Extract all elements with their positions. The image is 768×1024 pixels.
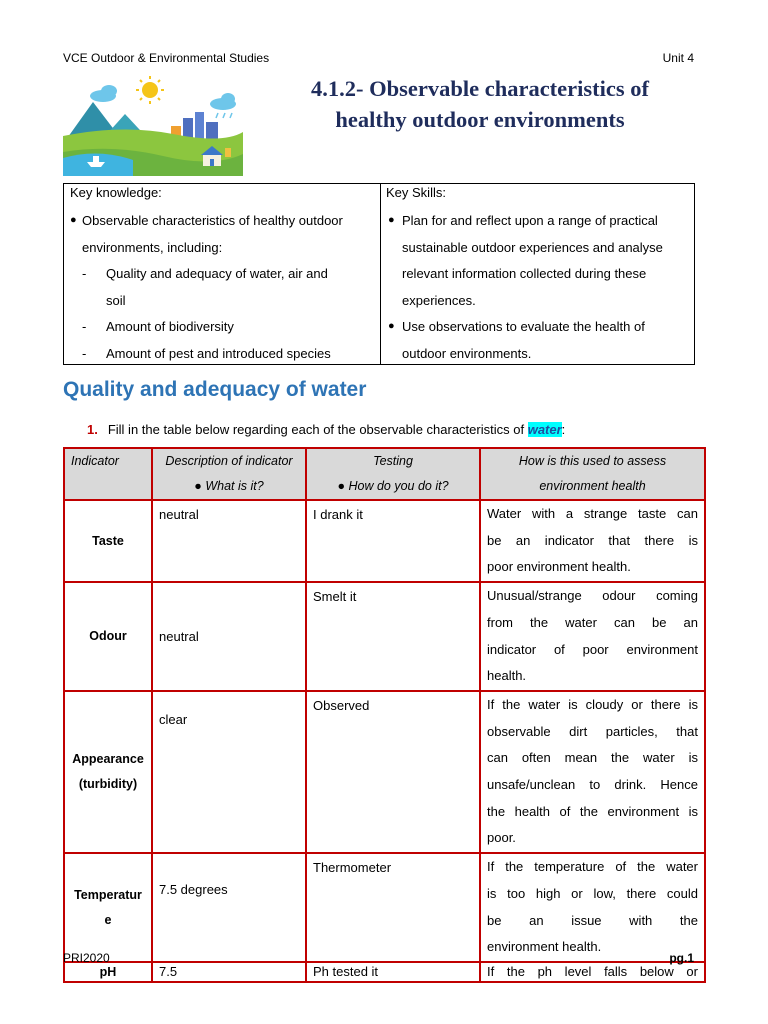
header-course: VCE Outdoor & Environmental Studies xyxy=(63,51,270,65)
key-skills-heading: Key Skills: xyxy=(386,185,446,200)
skills-line: experiences. xyxy=(402,293,476,308)
table-row xyxy=(64,582,705,691)
footer-code: PRI2020 xyxy=(63,951,110,965)
use-cell: If the temperature of the water is too high or low, there could be an issue with the environment health. xyxy=(480,853,705,962)
column-divider xyxy=(380,184,381,364)
table-row xyxy=(64,962,705,982)
skills-line: Use observations to evaluate the health of xyxy=(402,319,645,334)
question-number: 1. xyxy=(87,422,98,437)
rain-cloud-icon xyxy=(210,93,236,118)
use-cell: Water with a strange taste can be an indicator that there is poor environment health. xyxy=(480,500,705,582)
table-row xyxy=(64,500,705,582)
key-knowledge-heading: Key knowledge: xyxy=(70,185,162,200)
knowledge-line: Amount of pest and introduced species xyxy=(106,346,331,361)
dash-marker: - xyxy=(82,319,87,334)
indicator-cell: Odour xyxy=(64,582,152,691)
table-header-row xyxy=(64,448,705,500)
description-cell: neutral xyxy=(152,582,306,691)
knowledge-line: Observable characteristics of healthy outdoor xyxy=(82,213,343,228)
table-row xyxy=(64,853,705,962)
indicator-cell: Appearance (turbidity) xyxy=(64,691,152,853)
question-text: Fill in the table below regarding each of the observable characteristics of xyxy=(107,422,525,437)
water-characteristics-table xyxy=(63,447,706,983)
key-knowledge-skills-table xyxy=(63,183,695,365)
bullet-icon: ● xyxy=(194,479,206,493)
description-cell: 7.5 degrees xyxy=(152,853,306,962)
question-1 xyxy=(87,422,565,437)
indicator-cell: pH xyxy=(64,962,152,982)
indicator-cell: Taste xyxy=(64,500,152,582)
environment-banner-image xyxy=(63,74,243,176)
use-cell: If the ph level falls below or xyxy=(480,962,705,982)
skills-line: sustainable outdoor experiences and analyse xyxy=(402,240,663,255)
skills-line: outdoor environments. xyxy=(402,346,532,361)
knowledge-line: soil xyxy=(106,293,126,308)
bullet-icon: ● xyxy=(388,214,395,226)
knowledge-line: Amount of biodiversity xyxy=(106,319,234,334)
description-cell: clear xyxy=(152,691,306,853)
page-title xyxy=(258,73,702,135)
header-testing: Testing ● How do you do it? xyxy=(306,448,480,500)
table-row xyxy=(64,691,705,853)
skills-line: Plan for and reflect upon a range of practical xyxy=(402,213,658,228)
bullet-icon: ● xyxy=(388,320,395,332)
description-cell: 7.5 xyxy=(152,962,306,982)
testing-cell: I drank it xyxy=(306,500,480,582)
use-cell: Unusual/strange odour coming from the water can be an indicator of poor environment health. xyxy=(480,582,705,691)
indicator-cell: Temperatur e xyxy=(64,853,152,962)
testing-cell: Smelt it xyxy=(306,582,480,691)
testing-cell: Observed xyxy=(306,691,480,853)
dash-marker: - xyxy=(82,266,87,281)
cloud-icon xyxy=(90,85,117,102)
page-number: pg.1 xyxy=(669,951,694,965)
sun-icon xyxy=(142,82,158,98)
use-cell: If the water is cloudy or there is observable dirt particles, that can often mean the water is unsafe/unclean to drink. Hence the health of the environment is poor. xyxy=(480,691,705,853)
header-indicator: Indicator xyxy=(64,448,152,500)
testing-cell: Thermometer xyxy=(306,853,480,962)
knowledge-line: environments, including: xyxy=(82,240,223,255)
page-title-line2: healthy outdoor environments xyxy=(335,107,625,132)
bullet-icon: ● xyxy=(337,479,349,493)
bullet-icon: ● xyxy=(70,214,77,226)
page-title-line1: 4.1.2- Observable characteristics of xyxy=(310,76,650,101)
question-highlight: water xyxy=(527,422,562,437)
dash-marker: - xyxy=(82,346,87,361)
skills-line: relevant information collected during these xyxy=(402,266,647,281)
question-suffix: : xyxy=(561,422,566,437)
description-cell: neutral xyxy=(152,500,306,582)
testing-cell: Ph tested it xyxy=(306,962,480,982)
header-unit: Unit 4 xyxy=(662,51,694,65)
knowledge-line: Quality and adequacy of water, air and xyxy=(106,266,328,281)
section-title: Quality and adequacy of water xyxy=(63,378,367,401)
header-description: Description of indicator ● What is it? xyxy=(152,448,306,500)
header-use: How is this used to assess environment health xyxy=(480,448,705,500)
